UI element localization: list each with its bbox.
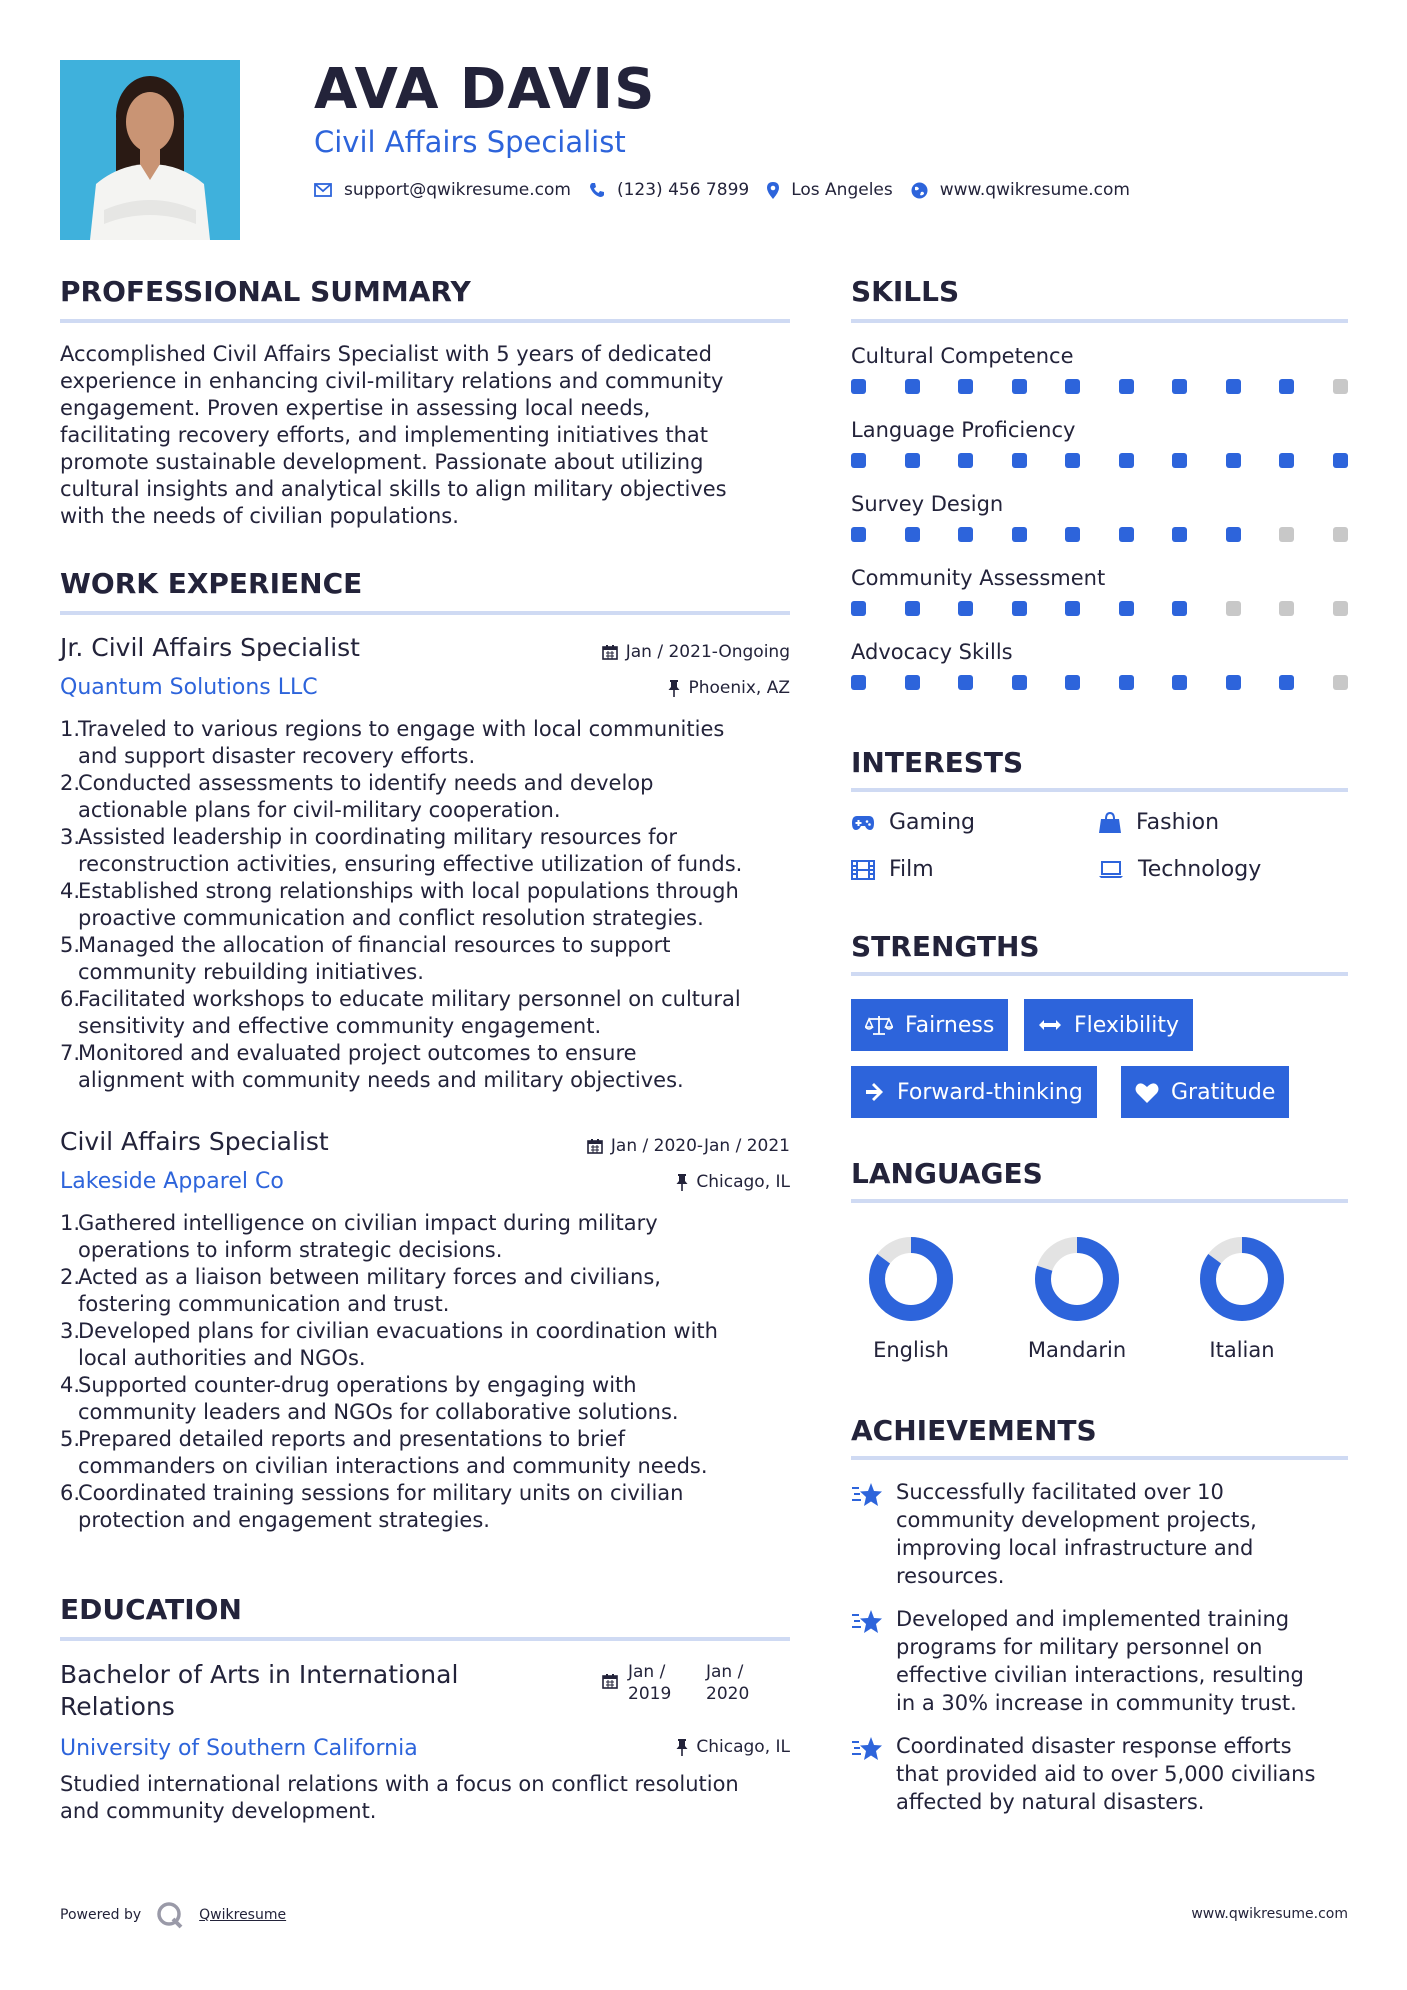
job-location: [668, 678, 790, 698]
pushpin-icon: [676, 1174, 688, 1191]
language-ring: [866, 1234, 956, 1324]
language-label: English: [873, 1338, 949, 1362]
education-date-icon-wrap: [602, 1673, 618, 1693]
list-item: 2. Conducted assessments to identify needs and develop actionable plans for civil-military cooperation.: [60, 771, 654, 822]
skill-level-dots: [851, 601, 1348, 616]
skill-level-dot: [1119, 527, 1134, 542]
skill-level-dot: [1172, 601, 1187, 616]
skill-level-dot: [851, 379, 866, 394]
skill-level-dot: [1226, 601, 1241, 616]
contact-phone[interactable]: [589, 180, 749, 200]
job-location-text: Chicago, IL: [696, 1172, 790, 1192]
achievement-item: Coordinated disaster response efforts that provided aid to over 5,000 civilians affected by natural disasters.: [851, 1732, 1348, 1816]
summary-line: Accomplished Civil Affairs Specialist with 5 years of dedicated: [60, 342, 712, 366]
achievements-divider: [851, 1456, 1348, 1460]
skill-level-dot: [1172, 527, 1187, 542]
arrows-h-icon: [1038, 1018, 1062, 1032]
calendar-icon: [602, 644, 618, 660]
phone-text: (123) 456 7899: [616, 180, 750, 200]
summary-heading: PROFESSIONAL SUMMARY: [60, 275, 471, 308]
pushpin-icon: [668, 680, 680, 697]
skill-level-dot: [1012, 675, 1027, 690]
film-icon: [851, 860, 875, 880]
location-text: Los Angeles: [791, 180, 893, 200]
skill-level-dot: [851, 675, 866, 690]
achievement-item: Successfully facilitated over 10 community development projects, improving local infrastructure and resources.: [851, 1478, 1348, 1590]
skill-level-dot: [958, 601, 973, 616]
summary-line: promote sustainable development. Passionate about utilizing: [60, 450, 704, 474]
job-date-text: Jan / 2020-Jan / 2021: [610, 1136, 790, 1156]
education-heading: EDUCATION: [60, 1593, 242, 1626]
list-item: 2. Acted as a liaison between military forces and civilians, fostering communication and trust.: [60, 1265, 661, 1316]
job-title: Civil Affairs Specialist: [60, 1127, 329, 1156]
skill-level-dot: [1119, 675, 1134, 690]
job-company[interactable]: Lakeside Apparel Co: [60, 1169, 284, 1194]
list-item: 6. Coordinated training sessions for military units on civilian protection and engagement strategies.: [60, 1481, 684, 1532]
list-item: 3. Assisted leadership in coordinating military resources for reconstruction activities, ensuring effective utilization of funds.: [60, 825, 743, 876]
education-end-date: Jan / 2020: [706, 1662, 750, 1704]
strength-gratitude: Gratitude: [1121, 1066, 1289, 1118]
footer-powered-by: [60, 1900, 286, 1930]
skill-level-dot: [1172, 453, 1187, 468]
skill-level-dot: [1012, 379, 1027, 394]
skill-level-dot: [1333, 601, 1348, 616]
skill-name: Cultural Competence: [851, 344, 1074, 368]
interests-divider: [851, 788, 1348, 792]
language-mandarin: [1017, 1234, 1137, 1362]
job-duties: [60, 1210, 790, 1534]
shopping-bag-icon: [1098, 812, 1122, 834]
skill-level-dot: [1012, 453, 1027, 468]
qwikresume-link[interactable]: Qwikresume: [199, 1907, 287, 1923]
languages-divider: [851, 1199, 1348, 1203]
summary-text: [60, 341, 790, 530]
skill-level-dot: [1333, 379, 1348, 394]
summary-line: cultural insights and analytical skills to align military objectives: [60, 477, 727, 501]
envelope-icon: [314, 183, 332, 197]
strength-flexibility: Flexibility: [1024, 999, 1193, 1051]
summary-line: engagement. Proven expertise in assessing local needs,: [60, 396, 651, 420]
experience-heading: WORK EXPERIENCE: [60, 567, 363, 600]
skill-level-dot: [1226, 453, 1241, 468]
interest-fashion: Fashion: [1098, 809, 1219, 837]
skill-level-dot: [958, 379, 973, 394]
skill-level-dot: [1065, 527, 1080, 542]
balance-scale-icon: [865, 1014, 893, 1036]
education-description: Studied international relations with a focus on conflict resolution and community development.: [60, 1772, 739, 1823]
skill-level-dot: [958, 453, 973, 468]
globe-icon: [911, 182, 928, 199]
education-location: [676, 1737, 790, 1757]
calendar-icon: [587, 1138, 603, 1154]
list-item: 3. Developed plans for civilian evacuations in coordination with local authorities and NGOs.: [60, 1319, 718, 1370]
list-item: 4. Supported counter-drug operations by engaging with community leaders and NGOs for collaborative solutions.: [60, 1373, 679, 1424]
languages-heading: LANGUAGES: [851, 1157, 1043, 1190]
list-item: 5. Managed the allocation of financial resources to support community rebuilding initiatives.: [60, 933, 671, 984]
skill-item: [851, 565, 1348, 616]
contact-email[interactable]: [314, 180, 571, 200]
skill-level-dot: [1226, 379, 1241, 394]
skill-level-dot: [958, 527, 973, 542]
footer-url[interactable]: www.qwikresume.com: [1191, 1906, 1348, 1922]
skill-level-dot: [1065, 453, 1080, 468]
strengths-divider: [851, 972, 1348, 976]
education-start-date: Jan / 2019: [628, 1662, 672, 1704]
skill-level-dot: [1279, 527, 1294, 542]
skill-level-dot: [905, 379, 920, 394]
language-label: Italian: [1209, 1338, 1275, 1362]
skill-name: Advocacy Skills: [851, 640, 1013, 664]
laptop-icon: [1098, 861, 1124, 879]
candidate-title: Civil Affairs Specialist: [314, 125, 626, 159]
skill-name: Language Proficiency: [851, 418, 1076, 442]
interest-technology: Technology: [1098, 856, 1261, 884]
list-item: 5. Prepared detailed reports and presentations to brief commanders on civilian interactions and community needs.: [60, 1427, 708, 1478]
skill-level-dots: [851, 527, 1348, 542]
skill-level-dot: [1333, 527, 1348, 542]
star-icon: [851, 1736, 883, 1762]
skill-level-dot: [905, 453, 920, 468]
skill-level-dots: [851, 379, 1348, 394]
job-title: Jr. Civil Affairs Specialist: [60, 633, 360, 662]
skill-level-dot: [851, 601, 866, 616]
skill-level-dot: [958, 675, 973, 690]
skill-level-dot: [1012, 527, 1027, 542]
profile-photo: [60, 60, 240, 240]
skill-level-dot: [1172, 675, 1187, 690]
heart-icon: [1135, 1082, 1159, 1103]
skill-name: Survey Design: [851, 492, 1004, 516]
job-date-text: Jan / 2021-Ongoing: [625, 642, 790, 662]
skill-level-dot: [1172, 379, 1187, 394]
skill-level-dot: [851, 527, 866, 542]
skill-level-dot: [1012, 601, 1027, 616]
skill-level-dot: [905, 675, 920, 690]
achievement-item: Developed and implemented training programs for military personnel on effective civilian interactions, resulting in a 30% increase in community trust.: [851, 1605, 1348, 1717]
strength-fairness: Fairness: [851, 999, 1008, 1051]
skill-level-dot: [851, 453, 866, 468]
skill-level-dot: [1279, 601, 1294, 616]
phone-icon: [589, 182, 605, 198]
skills-list: [851, 343, 1348, 690]
skill-item: [851, 343, 1348, 394]
skill-level-dot: [1226, 527, 1241, 542]
language-italian: [1182, 1234, 1302, 1362]
contact-row: [314, 180, 1148, 200]
skill-level-dot: [1279, 675, 1294, 690]
skill-level-dot: [905, 527, 920, 542]
list-item: 1. Gathered intelligence on civilian impact during military operations to inform strategic decisions.: [60, 1211, 658, 1262]
star-icon: [851, 1609, 883, 1635]
skill-level-dot: [1065, 601, 1080, 616]
map-marker-icon: [767, 182, 779, 199]
gamepad-icon: [851, 815, 875, 831]
job-date: [602, 642, 790, 662]
list-item: 6. Facilitated workshops to educate military personnel on cultural sensitivity and effective community engagement.: [60, 987, 741, 1038]
qwikresume-logo-icon: [155, 1900, 185, 1930]
strength-forward-thinking: Forward-thinking: [851, 1066, 1097, 1118]
list-item: 4. Established strong relationships with local populations through proactive communication and conflict resolution strategies.: [60, 879, 739, 930]
language-ring: [1032, 1234, 1122, 1324]
skill-name: Community Assessment: [851, 566, 1106, 590]
skill-level-dot: [1279, 453, 1294, 468]
skill-level-dots: [851, 453, 1348, 468]
skill-item: [851, 417, 1348, 468]
language-label: Mandarin: [1027, 1338, 1127, 1362]
skills-heading: SKILLS: [851, 275, 960, 308]
job-location: [676, 1172, 790, 1192]
language-ring: [1197, 1234, 1287, 1324]
degree-title: Bachelor of Arts in International Relations: [60, 1660, 459, 1721]
job-duties: [60, 716, 790, 1094]
list-item: 7. Monitored and evaluated project outcomes to ensure alignment with community needs and military objectives.: [60, 1041, 684, 1092]
powered-by-text: Powered by: [60, 1907, 142, 1923]
contact-location: [767, 180, 893, 200]
summary-line: facilitating recovery efforts, and implementing initiatives that: [60, 423, 708, 447]
summary-line: experience in enhancing civil-military relations and community: [60, 369, 724, 393]
skill-level-dot: [1065, 379, 1080, 394]
skill-level-dot: [1279, 379, 1294, 394]
job-company[interactable]: Quantum Solutions LLC: [60, 675, 318, 700]
interests-heading: INTERESTS: [851, 746, 1024, 779]
interest-gaming: Gaming: [851, 809, 975, 837]
education-divider: [60, 1637, 790, 1641]
pushpin-icon: [676, 1739, 688, 1756]
language-english: [851, 1234, 971, 1362]
skill-level-dot: [1333, 453, 1348, 468]
skill-level-dot: [1226, 675, 1241, 690]
interest-film: Film: [851, 856, 934, 884]
job-date: [587, 1136, 790, 1156]
summary-divider: [60, 319, 790, 323]
website-text: www.qwikresume.com: [939, 180, 1130, 200]
school-name[interactable]: University of Southern California: [60, 1736, 418, 1761]
candidate-name: AVA DAVIS: [314, 57, 656, 122]
skills-divider: [851, 319, 1348, 323]
skill-level-dot: [905, 601, 920, 616]
email-text: support@qwikresume.com: [344, 180, 571, 200]
strengths-heading: STRENGTHS: [851, 930, 1040, 963]
arrow-right-icon: [865, 1083, 885, 1101]
skill-level-dot: [1119, 453, 1134, 468]
job-location-text: Phoenix, AZ: [688, 678, 790, 698]
skill-item: [851, 639, 1348, 690]
skill-level-dots: [851, 675, 1348, 690]
summary-line: with the needs of civilian populations.: [60, 504, 459, 528]
star-icon: [851, 1482, 883, 1508]
skill-level-dot: [1065, 675, 1080, 690]
education-location-text: Chicago, IL: [696, 1737, 790, 1757]
experience-divider: [60, 611, 790, 615]
contact-website[interactable]: [911, 180, 1130, 200]
achievements-heading: ACHIEVEMENTS: [851, 1414, 1097, 1447]
skill-level-dot: [1119, 379, 1134, 394]
skill-level-dot: [1333, 675, 1348, 690]
skill-level-dot: [1119, 601, 1134, 616]
list-item: 1. Traveled to various regions to engage with local communities and support disaster recovery efforts.: [60, 717, 725, 768]
skill-item: [851, 491, 1348, 542]
calendar-icon: [602, 1673, 618, 1689]
